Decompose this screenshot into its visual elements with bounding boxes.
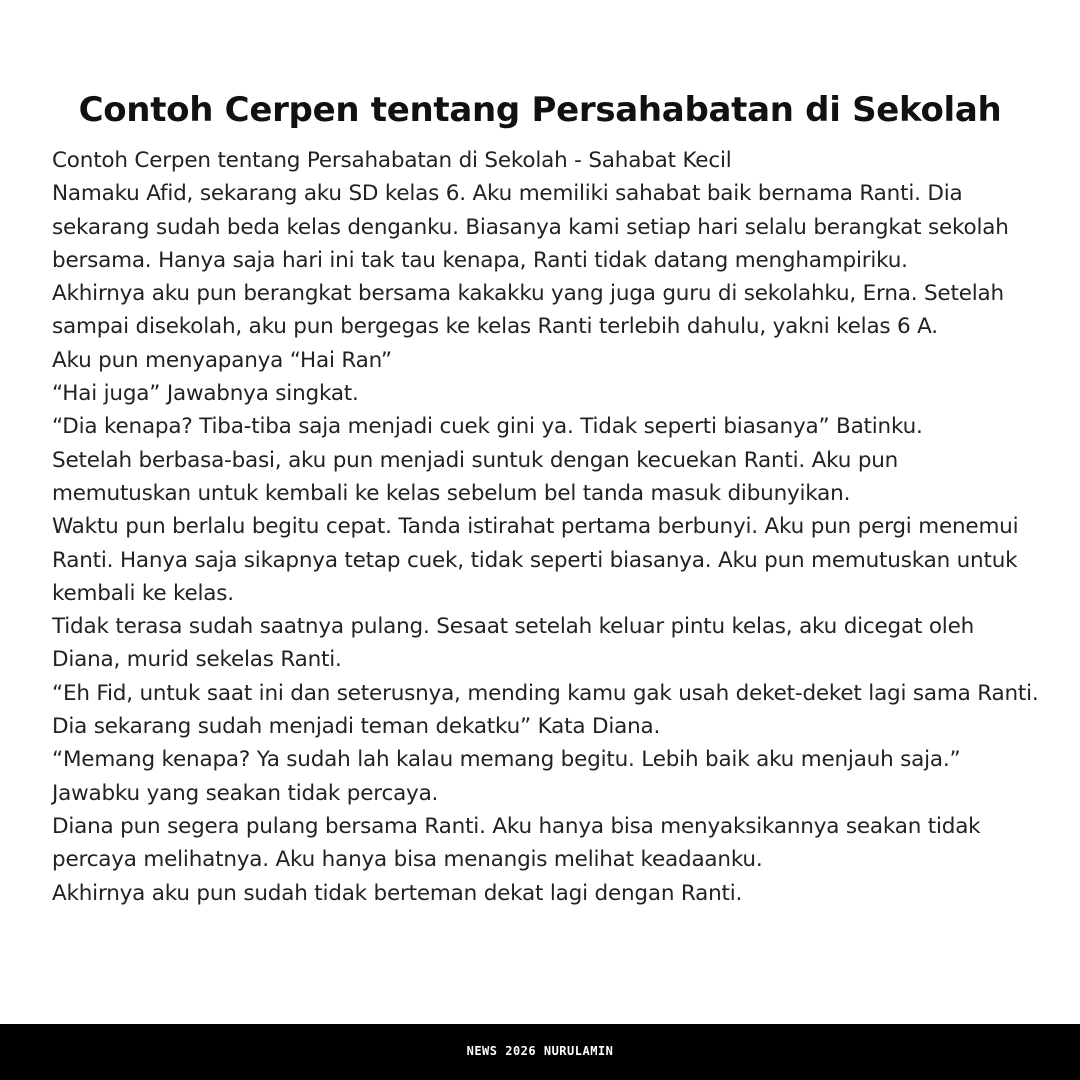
article-paragraph: “Memang kenapa? Ya sudah lah kalau memang begitu. Lebih baik aku menjauh saja.” Jawabku yang seakan tidak percaya. (52, 747, 961, 806)
article-paragraph: Waktu pun berlalu begitu cepat. Tanda istirahat pertama berbunyi. Aku pun pergi menemui Ranti. Hanya saja sikapnya tetap cuek, tidak seperti biasanya. Aku pun memutuskan untuk kembali ke kelas. (52, 514, 1019, 606)
article-title: Contoh Cerpen tentang Persahabatan di Sekolah (78, 89, 1002, 130)
article-paragraph: Akhirnya aku pun berangkat bersama kakakku yang juga guru di sekolahku, Erna. Setelah sampai disekolah, aku pun bergegas ke kelas Ranti terlebih dahulu, yakni kelas 6 A. (52, 281, 1004, 340)
article-paragraph: “Hai juga” Jawabnya singkat. (52, 381, 359, 407)
article-paragraph: Namaku Afid, sekarang aku SD kelas 6. Aku memiliki sahabat baik bernama Ranti. Dia sekarang sudah beda kelas denganku. Biasanya kami setiap hari selalu berangkat sekolah bersama. Hanya saja hari ini tak tau kenapa, Ranti tidak datang menghampiriku. (52, 181, 1009, 273)
article-body (52, 144, 1042, 910)
article-paragraph: “Eh Fid, untuk saat ini dan seterusnya, mending kamu gak usah deket-deket lagi sama Ranti. Dia sekarang sudah menjadi teman dekatku” Kata Diana. (52, 680, 1039, 740)
footer-credit: NEWS 2026 NURULAMIN (466, 1044, 614, 1058)
footer-bar (0, 1024, 1080, 1080)
article-paragraph: “Dia kenapa? Tiba-tiba saja menjadi cuek gini ya. Tidak seperti biasanya” Batinku. (52, 414, 923, 440)
article-paragraph: Diana pun segera pulang bersama Ranti. Aku hanya bisa menyaksikannya seakan tidak percaya melihatnya. Aku hanya bisa menangis melihat keadaanku. (52, 813, 981, 873)
article-paragraph: Setelah berbasa-basi, aku pun menjadi suntuk dengan kecuekan Ranti. Aku pun memutuskan untuk kembali ke kelas sebelum bel tanda masuk dibunyikan. (52, 447, 899, 506)
article-paragraph: Tidak terasa sudah saatnya pulang. Sesaat setelah keluar pintu kelas, aku dicegat oleh Diana, murid sekelas Ranti. (52, 614, 975, 673)
article-paragraph: Akhirnya aku pun sudah tidak berteman dekat lagi dengan Ranti. (52, 880, 743, 906)
article-paragraph: Aku pun menyapanya “Hai Ran” (52, 347, 392, 373)
article-paragraph: Contoh Cerpen tentang Persahabatan di Sekolah - Sahabat Kecil (52, 148, 732, 173)
